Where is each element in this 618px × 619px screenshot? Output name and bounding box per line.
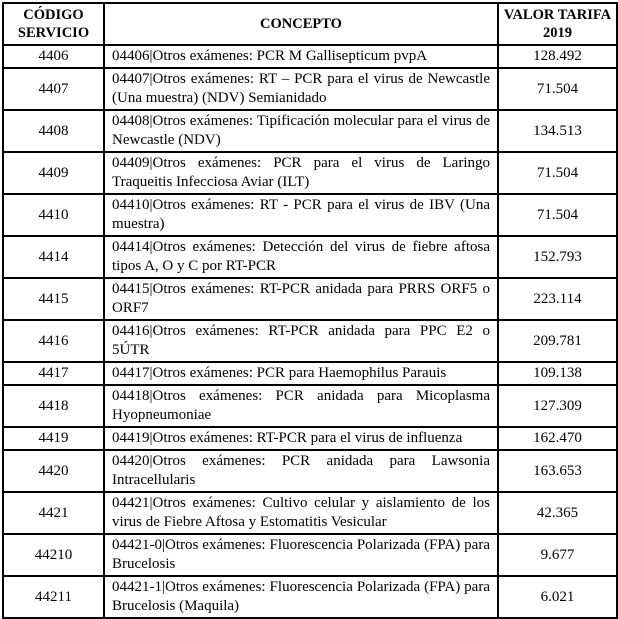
cell-concepto: 04409|Otros exámenes: PCR para el virus de Laringo Traqueitis Infecciosa Aviar (ILT) [104,152,498,194]
cell-codigo: 4410 [3,194,104,236]
cell-valor: 152.793 [498,236,617,278]
tariff-table [2,2,618,619]
table-row [3,45,617,68]
cell-valor: 163.653 [498,450,617,492]
cell-concepto: 04414|Otros exámenes: Detección del virus de fiebre aftosa tipos A, O y C por RT-PCR [104,236,498,278]
cell-valor: 162.470 [498,427,617,450]
table-row [3,320,617,362]
cell-codigo: 4421 [3,492,104,534]
cell-codigo: 4409 [3,152,104,194]
cell-codigo: 4415 [3,278,104,320]
cell-concepto: 04410|Otros exámenes: RT - PCR para el virus de IBV (Una muestra) [104,194,498,236]
table-row [3,427,617,450]
cell-codigo: 4417 [3,362,104,385]
cell-concepto: 04415|Otros exámenes: RT-PCR anidada para PRRS ORF5 o ORF7 [104,278,498,320]
cell-concepto: 04407|Otros exámenes: RT – PCR para el virus de Newcastle (Una muestra) (NDV) Semianidado [104,68,498,110]
table-row [3,534,617,576]
table-row [3,450,617,492]
cell-valor: 71.504 [498,68,617,110]
cell-codigo: 4419 [3,427,104,450]
cell-codigo: 4407 [3,68,104,110]
cell-codigo: 4408 [3,110,104,152]
table-row [3,110,617,152]
cell-valor: 42.365 [498,492,617,534]
header-row [3,3,617,45]
cell-concepto: 04419|Otros exámenes: RT-PCR para el virus de influenza [104,427,498,450]
cell-concepto: 04421-0|Otros exámenes: Fluorescencia Polarizada (FPA) para Brucelosis [104,534,498,576]
cell-codigo: 4420 [3,450,104,492]
cell-concepto: 04421|Otros exámenes: Cultivo celular y aislamiento de los virus de Fiebre Aftosa y Estomatitis Vesicular [104,492,498,534]
cell-concepto: 04417|Otros exámenes: PCR para Haemophilus Parauis [104,362,498,385]
cell-valor: 134.513 [498,110,617,152]
table-row [3,236,617,278]
cell-valor: 209.781 [498,320,617,362]
cell-valor: 127.309 [498,385,617,427]
table-row [3,385,617,427]
cell-codigo: 4416 [3,320,104,362]
cell-codigo: 4418 [3,385,104,427]
cell-concepto: 04418|Otros exámenes: PCR anidada para Micoplasma Hyopneumoniae [104,385,498,427]
col-header-concepto: CONCEPTO [104,3,498,45]
col-header-valor-tarifa: VALOR TARIFA 2019 [498,3,617,45]
col-header-codigo-servicio: CÓDIGO SERVICIO [3,3,104,45]
cell-codigo: 4406 [3,45,104,68]
cell-concepto: 04406|Otros exámenes: PCR M Gallisepticum pvpA [104,45,498,68]
cell-valor: 109.138 [498,362,617,385]
cell-concepto: 04420|Otros exámenes: PCR anidada para Lawsonia Intracellularis [104,450,498,492]
table-row [3,194,617,236]
cell-valor: 9.677 [498,534,617,576]
cell-valor: 128.492 [498,45,617,68]
cell-codigo: 4414 [3,236,104,278]
cell-concepto: 04416|Otros exámenes: RT-PCR anidada para PPC E2 o 5ÚTR [104,320,498,362]
cell-codigo: 44211 [3,576,104,618]
cell-valor: 223.114 [498,278,617,320]
cell-concepto: 04421-1|Otros exámenes: Fluorescencia Polarizada (FPA) para Brucelosis (Maquila) [104,576,498,618]
cell-codigo: 44210 [3,534,104,576]
cell-concepto: 04408|Otros exámenes: Tipificación molecular para el virus de Newcastle (NDV) [104,110,498,152]
table-row [3,362,617,385]
table-row [3,68,617,110]
table-row [3,492,617,534]
table-row [3,152,617,194]
table-row [3,576,617,618]
cell-valor: 6.021 [498,576,617,618]
cell-valor: 71.504 [498,194,617,236]
table-row [3,278,617,320]
cell-valor: 71.504 [498,152,617,194]
